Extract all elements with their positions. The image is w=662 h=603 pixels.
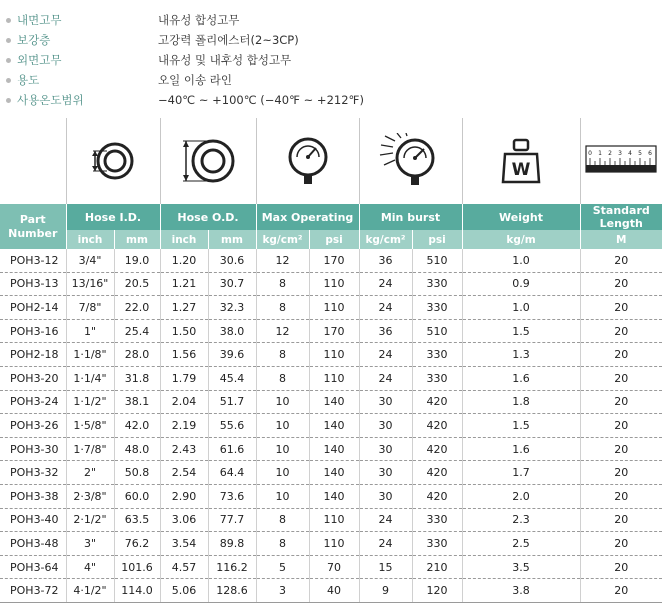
table-cell: 50.8 — [114, 461, 160, 485]
table-cell: 420 — [412, 461, 462, 485]
icon-cell-od — [160, 118, 256, 204]
table-cell: 1.6 — [462, 366, 580, 390]
ruler-tick-label: 6 — [648, 150, 653, 157]
spec-value: −40℃ ~ +100℃ (−40℉ ~ +212℉) — [158, 93, 364, 107]
table-cell: 8 — [256, 296, 309, 320]
header-min-burst: Min burst — [359, 204, 462, 230]
table-cell: 36 — [359, 319, 412, 343]
table-cell: 10 — [256, 461, 309, 485]
unit-burst-psi: psi — [412, 230, 462, 249]
spec-item — [6, 10, 364, 30]
bullet-icon — [6, 98, 11, 103]
table-cell: 140 — [309, 437, 359, 461]
table-cell: 12 — [256, 319, 309, 343]
table-body — [0, 249, 662, 602]
part-number-cell: POH3-26 — [0, 414, 66, 438]
table-cell: 30 — [359, 437, 412, 461]
table-cell: 70 — [309, 555, 359, 579]
hose-spec-table — [0, 118, 662, 603]
table-cell: 42.0 — [114, 414, 160, 438]
table-cell: 330 — [412, 366, 462, 390]
table-row — [0, 555, 662, 579]
part-number-cell: POH3-24 — [0, 390, 66, 414]
table-cell: 48.0 — [114, 437, 160, 461]
table-cell: 2.19 — [160, 414, 208, 438]
table-cell: 36 — [359, 249, 412, 272]
table-cell: 20 — [580, 319, 662, 343]
spec-item — [6, 70, 364, 90]
table-row — [0, 319, 662, 343]
table-cell: 8 — [256, 508, 309, 532]
table-cell: 8 — [256, 343, 309, 367]
table-cell: 77.7 — [208, 508, 256, 532]
table-cell: 20 — [580, 272, 662, 296]
spec-list — [6, 10, 364, 110]
table-cell: 0.9 — [462, 272, 580, 296]
table-cell: 116.2 — [208, 555, 256, 579]
table-row — [0, 390, 662, 414]
table-cell: 1.0 — [462, 249, 580, 272]
icon-cell-empty — [0, 118, 66, 204]
table-cell: 25.4 — [114, 319, 160, 343]
table-row — [0, 508, 662, 532]
part-number-cell: POH3-38 — [0, 484, 66, 508]
part-number-cell: POH2-14 — [0, 296, 66, 320]
icon-cell-operating — [256, 118, 359, 204]
table-cell: 24 — [359, 272, 412, 296]
table-cell: 20 — [580, 414, 662, 438]
table-cell: 120 — [412, 579, 462, 603]
table-cell: 1.5 — [462, 414, 580, 438]
table-row — [0, 414, 662, 438]
part-number-cell: POH2-18 — [0, 343, 66, 367]
header-part-number: Part Number — [0, 204, 66, 249]
table-cell: 110 — [309, 366, 359, 390]
table-cell: 5 — [256, 555, 309, 579]
table-cell: 4" — [66, 555, 114, 579]
unit-id-inch: inch — [66, 230, 114, 249]
table-cell: 510 — [412, 319, 462, 343]
table-cell: 24 — [359, 532, 412, 556]
bullet-icon — [6, 18, 11, 23]
table-cell: 3.54 — [160, 532, 208, 556]
table-cell: 2.04 — [160, 390, 208, 414]
table-row — [0, 366, 662, 390]
table-cell: 55.6 — [208, 414, 256, 438]
table-cell: 30.7 — [208, 272, 256, 296]
table-cell: 40 — [309, 579, 359, 603]
header-hose-od: Hose O.D. — [160, 204, 256, 230]
unit-id-mm: mm — [114, 230, 160, 249]
table-cell: 1.50 — [160, 319, 208, 343]
table-row — [0, 579, 662, 603]
table-cell: 10 — [256, 484, 309, 508]
table-cell: 2.0 — [462, 484, 580, 508]
ruler-tick-label: 0 — [588, 150, 593, 157]
table-cell: 12 — [256, 249, 309, 272]
spec-table-container — [0, 118, 662, 603]
table-cell: 5.06 — [160, 579, 208, 603]
table-cell: 20 — [580, 579, 662, 603]
table-cell: 20 — [580, 508, 662, 532]
header-row-main — [0, 204, 662, 230]
table-cell: 8 — [256, 366, 309, 390]
table-row — [0, 249, 662, 272]
table-cell: 24 — [359, 366, 412, 390]
length-ruler-icon — [584, 144, 658, 178]
part-number-cell: POH3-72 — [0, 579, 66, 603]
weight-icon — [499, 136, 543, 186]
table-cell: 13/16" — [66, 272, 114, 296]
table-cell: 1·1/8" — [66, 343, 114, 367]
table-cell: 10 — [256, 414, 309, 438]
table-cell: 20 — [580, 343, 662, 367]
table-cell: 7/8" — [66, 296, 114, 320]
table-row — [0, 343, 662, 367]
icon-cell-burst — [359, 118, 462, 204]
unit-op-kgcm2: kg/cm² — [256, 230, 309, 249]
table-cell: 10 — [256, 437, 309, 461]
table-row — [0, 437, 662, 461]
table-cell: 1.79 — [160, 366, 208, 390]
spec-value: 고강력 폴리에스터(2~3CP) — [158, 33, 299, 47]
table-cell: 210 — [412, 555, 462, 579]
table-cell: 30 — [359, 461, 412, 485]
table-cell: 76.2 — [114, 532, 160, 556]
icon-cell-length — [580, 118, 662, 204]
spec-label: 사용온도범위 — [17, 93, 84, 107]
table-cell: 3.5 — [462, 555, 580, 579]
bullet-icon — [6, 58, 11, 63]
table-cell: 114.0 — [114, 579, 160, 603]
table-cell: 89.8 — [208, 532, 256, 556]
table-cell: 20 — [580, 532, 662, 556]
part-number-cell: POH3-48 — [0, 532, 66, 556]
table-cell: 30 — [359, 484, 412, 508]
table-cell: 1.56 — [160, 343, 208, 367]
table-cell: 330 — [412, 296, 462, 320]
spec-item — [6, 90, 364, 110]
table-cell: 140 — [309, 484, 359, 508]
ruler-tick-label: 4 — [628, 150, 633, 157]
table-cell: 140 — [309, 414, 359, 438]
bullet-icon — [6, 38, 11, 43]
table-cell: 20 — [580, 296, 662, 320]
part-number-cell: POH3-32 — [0, 461, 66, 485]
table-cell: 170 — [309, 249, 359, 272]
spec-item — [6, 30, 364, 50]
table-row — [0, 484, 662, 508]
table-cell: 330 — [412, 272, 462, 296]
table-cell: 2.43 — [160, 437, 208, 461]
table-cell: 60.0 — [114, 484, 160, 508]
unit-od-mm: mm — [208, 230, 256, 249]
ruler-tick-label: 5 — [638, 150, 643, 157]
table-cell: 3/4" — [66, 249, 114, 272]
table-cell: 20 — [580, 461, 662, 485]
table-cell: 20 — [580, 249, 662, 272]
table-row — [0, 532, 662, 556]
table-cell: 32.3 — [208, 296, 256, 320]
table-cell: 39.6 — [208, 343, 256, 367]
table-cell: 1.8 — [462, 390, 580, 414]
table-cell: 2.3 — [462, 508, 580, 532]
ruler-tick-label: 1 — [598, 150, 603, 157]
table-cell: 63.5 — [114, 508, 160, 532]
header-hose-id: Hose I.D. — [66, 204, 160, 230]
spec-value: 오일 이송 라인 — [158, 73, 232, 87]
header-max-operating: Max Operating — [256, 204, 359, 230]
ruler-tick-label: 2 — [608, 150, 613, 157]
spec-value: 내유성 및 내후성 합성고무 — [158, 53, 292, 67]
table-cell: 38.0 — [208, 319, 256, 343]
ruler-tick-label: 3 — [618, 150, 623, 157]
table-cell: 20 — [580, 437, 662, 461]
spec-label: 내면고무 — [17, 13, 62, 27]
table-cell: 31.8 — [114, 366, 160, 390]
unit-od-inch: inch — [160, 230, 208, 249]
table-cell: 140 — [309, 461, 359, 485]
table-cell: 30 — [359, 414, 412, 438]
table-cell: 2.5 — [462, 532, 580, 556]
table-cell: 64.4 — [208, 461, 256, 485]
table-cell: 110 — [309, 343, 359, 367]
spec-label: 용도 — [17, 73, 40, 87]
table-cell: 1.27 — [160, 296, 208, 320]
table-cell: 1.6 — [462, 437, 580, 461]
table-cell: 3.8 — [462, 579, 580, 603]
table-cell: 24 — [359, 296, 412, 320]
table-cell: 420 — [412, 437, 462, 461]
table-cell: 3 — [256, 579, 309, 603]
table-cell: 110 — [309, 532, 359, 556]
table-cell: 9 — [359, 579, 412, 603]
table-cell: 140 — [309, 390, 359, 414]
unit-weight: kg/m — [462, 230, 580, 249]
table-cell: 420 — [412, 414, 462, 438]
hose-id-icon — [83, 136, 143, 186]
table-cell: 3" — [66, 532, 114, 556]
table-cell: 2·1/2" — [66, 508, 114, 532]
table-cell: 1·7/8" — [66, 437, 114, 461]
table-cell: 1.3 — [462, 343, 580, 367]
spec-label: 외면고무 — [17, 53, 62, 67]
table-cell: 20 — [580, 390, 662, 414]
part-number-cell: POH3-20 — [0, 366, 66, 390]
icon-row — [0, 118, 662, 204]
unit-op-psi: psi — [309, 230, 359, 249]
table-cell: 1.20 — [160, 249, 208, 272]
table-cell: 4.57 — [160, 555, 208, 579]
spec-value: 내유성 합성고무 — [158, 13, 240, 27]
table-cell: 51.7 — [208, 390, 256, 414]
table-cell: 28.0 — [114, 343, 160, 367]
table-cell: 24 — [359, 343, 412, 367]
table-cell: 3.06 — [160, 508, 208, 532]
header-row-units — [0, 230, 662, 249]
spec-item — [6, 50, 364, 70]
table-cell: 330 — [412, 532, 462, 556]
bullet-icon — [6, 78, 11, 83]
table-cell: 330 — [412, 508, 462, 532]
table-cell: 510 — [412, 249, 462, 272]
table-cell: 15 — [359, 555, 412, 579]
part-number-cell: POH3-16 — [0, 319, 66, 343]
table-cell: 1.7 — [462, 461, 580, 485]
part-number-cell: POH3-13 — [0, 272, 66, 296]
table-cell: 30.6 — [208, 249, 256, 272]
table-cell: 1.0 — [462, 296, 580, 320]
table-cell: 1·1/4" — [66, 366, 114, 390]
header-weight: Weight — [462, 204, 580, 230]
table-cell: 8 — [256, 272, 309, 296]
table-cell: 330 — [412, 343, 462, 367]
icon-cell-weight — [462, 118, 580, 204]
pressure-gauge-icon — [283, 134, 333, 188]
table-cell: 110 — [309, 272, 359, 296]
burst-gauge-icon — [375, 133, 447, 189]
table-cell: 110 — [309, 508, 359, 532]
table-cell: 30 — [359, 390, 412, 414]
table-cell: 101.6 — [114, 555, 160, 579]
unit-length: M — [580, 230, 662, 249]
table-cell: 1" — [66, 319, 114, 343]
part-number-cell: POH3-12 — [0, 249, 66, 272]
table-cell: 8 — [256, 532, 309, 556]
table-cell: 110 — [309, 296, 359, 320]
table-cell: 1·1/2" — [66, 390, 114, 414]
table-cell: 20 — [580, 484, 662, 508]
table-cell: 22.0 — [114, 296, 160, 320]
table-cell: 1.5 — [462, 319, 580, 343]
table-row — [0, 272, 662, 296]
table-cell: 10 — [256, 390, 309, 414]
table-cell: 2" — [66, 461, 114, 485]
table-cell: 38.1 — [114, 390, 160, 414]
weight-icon-letter: W — [511, 160, 531, 180]
part-number-cell: POH3-40 — [0, 508, 66, 532]
table-cell: 1.21 — [160, 272, 208, 296]
table-cell: 45.4 — [208, 366, 256, 390]
table-cell: 20.5 — [114, 272, 160, 296]
table-cell: 420 — [412, 390, 462, 414]
unit-burst-kgcm2: kg/cm² — [359, 230, 412, 249]
table-row — [0, 296, 662, 320]
table-cell: 20 — [580, 366, 662, 390]
table-cell: 2.54 — [160, 461, 208, 485]
table-row — [0, 461, 662, 485]
part-number-cell: POH3-30 — [0, 437, 66, 461]
table-cell: 2.90 — [160, 484, 208, 508]
table-cell: 128.6 — [208, 579, 256, 603]
icon-cell-id — [66, 118, 160, 204]
table-cell: 420 — [412, 484, 462, 508]
table-cell: 1·5/8" — [66, 414, 114, 438]
table-cell: 24 — [359, 508, 412, 532]
hose-od-icon — [177, 133, 239, 189]
table-cell: 61.6 — [208, 437, 256, 461]
spec-label: 보강층 — [17, 33, 51, 47]
table-cell: 2·3/8" — [66, 484, 114, 508]
table-cell: 73.6 — [208, 484, 256, 508]
part-number-cell: POH3-64 — [0, 555, 66, 579]
header-standard-length: Standard Length — [580, 204, 662, 230]
table-cell: 19.0 — [114, 249, 160, 272]
table-cell: 4·1/2" — [66, 579, 114, 603]
table-cell: 170 — [309, 319, 359, 343]
table-cell: 20 — [580, 555, 662, 579]
